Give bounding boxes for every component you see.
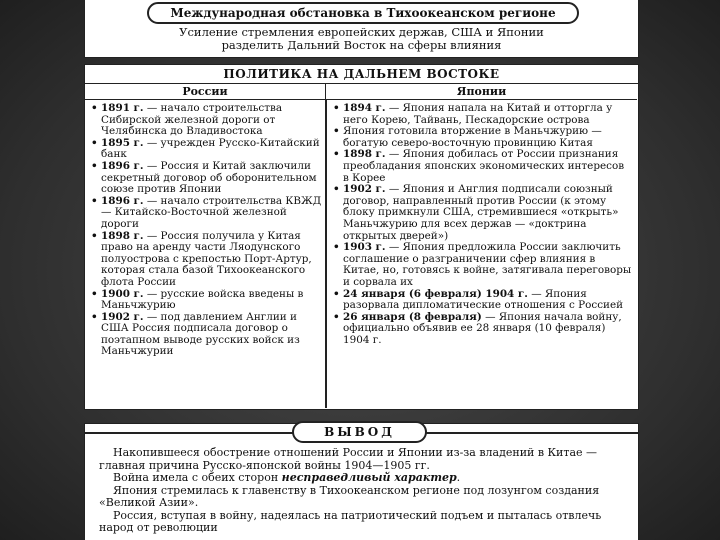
item-text bbox=[343, 312, 633, 347]
bullet-icon: • bbox=[333, 102, 340, 114]
item-text bbox=[343, 126, 633, 149]
banner-description bbox=[85, 26, 638, 52]
item-text bbox=[343, 149, 633, 184]
bullet-icon: • bbox=[333, 287, 340, 300]
list-item bbox=[91, 231, 323, 289]
bullet-icon: • bbox=[91, 229, 98, 242]
item-description: — Япония напала на Китай и отторгла у него Корею, Тайвань, Пескадорские острова bbox=[343, 102, 613, 126]
item-date: 1898 г. bbox=[343, 148, 386, 161]
item-date: 24 января (6 февраля) 1904 г. bbox=[343, 287, 528, 300]
bullet-icon: • bbox=[333, 310, 340, 323]
item-text bbox=[101, 312, 323, 358]
list-item bbox=[91, 196, 323, 231]
item-text bbox=[101, 103, 323, 138]
item-description: — Япония и Англия подписали союзный договор, направленный против России (к этому блоку примкнули США, стремившиеся «открыть» Маньчжурию для всех держав — «доктрина открытых дверей») bbox=[343, 183, 619, 242]
item-description: — Япония разорвала дипломатические отношения с Россией bbox=[343, 287, 624, 312]
bullet-icon: • bbox=[333, 183, 340, 196]
item-text bbox=[101, 161, 323, 196]
conclusion-paragraph-2 bbox=[99, 472, 629, 485]
list-item bbox=[333, 242, 633, 288]
item-date: 1894 г. bbox=[343, 102, 386, 114]
item-text bbox=[343, 184, 633, 242]
item-date: 1898 г. bbox=[101, 229, 144, 242]
bullet-icon: • bbox=[91, 159, 98, 172]
bullet-icon: • bbox=[91, 310, 98, 323]
item-text bbox=[101, 231, 323, 289]
list-item bbox=[91, 312, 323, 358]
item-date: 1896 г. bbox=[101, 159, 144, 172]
list-item bbox=[91, 161, 323, 196]
item-description: — начало строительства КВЖД — Китайско-Восточной железной дороги bbox=[101, 194, 322, 230]
item-date: 1903 г. bbox=[343, 241, 386, 254]
japan-column-heading: Японии bbox=[326, 84, 637, 100]
conclusion-p2-emphasis: несправедливый характер bbox=[281, 471, 457, 484]
item-description: — под давлением Англии и США Россия подписала договор о поэтапном выводе русских войск из Маньчжурии bbox=[101, 310, 300, 358]
item-description: — Россия и Китай заключили секретный договор об оборонительном союзе против Японии bbox=[101, 159, 317, 196]
item-date: 1895 г. bbox=[101, 136, 144, 149]
item-text bbox=[101, 289, 323, 312]
conclusion-title: ВЫВОД bbox=[292, 421, 427, 443]
table-title: ПОЛИТИКА НА ДАЛЬНЕМ ВОСТОКЕ bbox=[85, 65, 638, 84]
bullet-icon: • bbox=[91, 102, 98, 114]
item-description: — русские войска введены в Маньчжурию bbox=[101, 287, 304, 312]
item-text bbox=[101, 138, 323, 161]
item-date: 1891 г. bbox=[101, 102, 144, 114]
policy-table bbox=[84, 64, 639, 410]
item-description: Япония готовила вторжение в Маньчжурию — богатую северо-восточную провинцию Китая bbox=[343, 125, 602, 149]
item-text bbox=[343, 289, 633, 312]
list-item bbox=[333, 149, 633, 184]
bullet-icon: • bbox=[333, 148, 340, 161]
list-item bbox=[91, 103, 323, 138]
item-description: — Япония добилась от России признания преобладания японских экономических интересов в Корее bbox=[343, 148, 625, 184]
banner-description-line-2: разделить Дальний Восток на сферы влияния bbox=[221, 38, 502, 52]
item-date: 26 января (8 февраля) bbox=[343, 310, 482, 323]
list-item bbox=[333, 103, 633, 126]
conclusion-paragraph-4: Россия, вступая в войну, надеялась на патриотический подъем и пыталась отвлечь народ от революции bbox=[99, 508, 602, 534]
item-text bbox=[101, 196, 323, 231]
japan-events-list bbox=[333, 103, 633, 346]
item-date: 1900 г. bbox=[101, 287, 144, 300]
conclusion-section bbox=[84, 423, 639, 540]
conclusion-p2-suffix: . bbox=[456, 471, 461, 484]
list-item bbox=[333, 126, 633, 149]
item-text bbox=[343, 242, 633, 288]
conclusion-p2-prefix: Война имела с обеих сторон bbox=[113, 471, 282, 484]
banner-description-line-1: Усиление стремления европейских держав, США и Японии bbox=[179, 25, 544, 39]
conclusion-paragraph-3: Япония стремилась к главенству в Тихоокеанском регионе под лозунгом создания «Великой Азии». bbox=[99, 483, 600, 509]
conclusion-text bbox=[99, 447, 629, 535]
bullet-icon: • bbox=[91, 136, 98, 149]
russia-events-list bbox=[91, 103, 323, 358]
list-item bbox=[333, 312, 633, 347]
bullet-icon: • bbox=[91, 194, 98, 207]
item-date: 1896 г. bbox=[101, 194, 144, 207]
banner-title: Международная обстановка в Тихоокеанском регионе bbox=[147, 2, 579, 24]
item-date: 1902 г. bbox=[101, 310, 144, 323]
list-item bbox=[333, 289, 633, 312]
context-banner bbox=[84, 0, 639, 58]
list-item bbox=[333, 184, 633, 242]
bullet-icon: • bbox=[333, 241, 340, 254]
item-description: — Япония начала войну, официально объявив ее 28 января (10 февраля) 1904 г. bbox=[343, 310, 622, 346]
bullet-icon: • bbox=[91, 287, 98, 300]
item-text bbox=[343, 103, 633, 126]
conclusion-paragraph-1: Накопившееся обострение отношений России и Японии из-за владений в Китае — главная причина Русско-японской войны 1904—1905 гг. bbox=[99, 446, 598, 472]
item-description: — Япония предложила России заключить соглашение о разграничении сфер влияния в Китае, но, готовясь к войне, затягивала переговоры и сорвала их bbox=[343, 241, 632, 288]
russia-column-heading: России bbox=[85, 84, 326, 100]
column-divider bbox=[325, 100, 327, 408]
item-description: — начало строительства Сибирской железной дороги от Челябинска до Владивостока bbox=[101, 102, 283, 138]
list-item bbox=[91, 289, 323, 312]
list-item bbox=[91, 138, 323, 161]
item-date: 1902 г. bbox=[343, 183, 386, 196]
item-description: — учрежден Русско-Китайский банк bbox=[101, 136, 320, 161]
item-description: — Россия получила у Китая право на аренду части Ляодунского полуострова с крепостью Порт-Артур, которая стала базой Тихоокеанского флота России bbox=[101, 229, 312, 288]
bullet-icon: • bbox=[333, 125, 340, 138]
